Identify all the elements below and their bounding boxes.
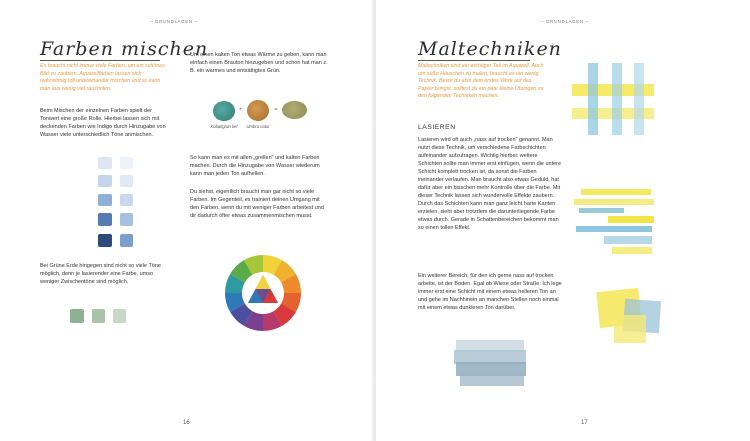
page-header-right: – GRUNDLAGEN – — [541, 19, 589, 24]
page-title-right: Maltechniken — [418, 38, 562, 60]
intro-right: Maltechniken sind ein wichtiger Teil im Aquarell. Auch um süße Häuschen zu malen, braucht es ein wenig Technik. Bevor du also dein erstes Werk auf das Papier bringst, solltest du ein paar kleine Übungen zu den folgenden Techniken machen. — [418, 63, 544, 100]
plus-sign: + — [239, 107, 243, 113]
umbra-blot — [247, 100, 269, 121]
color-wheel — [223, 253, 303, 333]
page-number-right: 17 — [581, 420, 588, 426]
indigo-swatch — [120, 157, 133, 169]
mixed-green-blot — [282, 101, 307, 119]
blue-stroke — [576, 226, 652, 232]
yellow-square — [614, 315, 646, 343]
kobaltgruen-blot — [213, 101, 235, 121]
indigo-swatch — [98, 175, 112, 187]
paragraph-weniger-farben: Du siehst, eigentlich braucht man gar nicht so viele Farben. Im Gegenteil, es trainiert deinen Umgang mit den Farben, wenn du mit weniger Farben arbeitest und dir dadurch öfter etwas zusammenmischen musst. — [190, 189, 324, 219]
indigo-swatch — [120, 194, 133, 206]
indigo-swatch — [120, 213, 133, 226]
paragraph-boden: Ein weiterer Bereich, für den ich gerne nass auf trocken arbeite, ist der Boden. Egal ob Wiese oder Straße: Ich lege immer erst eine Schicht mit einem etwas helleren Ton an und gehe im Nachhinein an manchen Stellen noch einmal mit einem etwas dunkleren Ton darüber. — [418, 273, 562, 311]
paragraph-tonwert: Beim Mischen der einzelnen Farben spielt der Tonwert eine große Rolle. Hierbei lassen sich mit deckenden Farben wie Indigo durch Hinzugabe von Wasser viele unterschiedlich Töne anmischen. — [40, 108, 166, 138]
indigo-swatch — [98, 157, 112, 169]
indigo-swatch — [98, 194, 112, 206]
green-earth-swatch — [92, 309, 105, 323]
indigo-swatch — [98, 213, 112, 226]
page-number-left: 16 — [183, 420, 190, 426]
blue-stroke — [604, 236, 652, 244]
blue-stroke — [579, 208, 624, 213]
page-title-left: Farben mischen — [40, 38, 209, 60]
yellow-stroke — [608, 216, 654, 223]
blue-stroke — [612, 63, 622, 135]
right-page — [376, 0, 750, 441]
intro-left: Es braucht nicht immer viele Farben, um ein schönes Bild zu zaubern. Aquarellfarben lassen sich wahnsinnig toll untereinander mischen und so kann man aus wenig viel rausholen. — [40, 63, 165, 92]
umbra-label: Umbra natur — [246, 124, 270, 129]
wash-stroke — [460, 374, 524, 386]
title-underline — [418, 60, 530, 61]
indigo-swatch — [120, 234, 133, 247]
paragraph-kalter-ton: Um einen kalten Ton etwas Wärme zu geben, kann man einfach einen Brauton hinzugeben und schon hat man z. B. ein warmes und entsättigtes Grün. — [190, 52, 328, 74]
title-underline — [40, 60, 160, 61]
indigo-swatch — [98, 234, 112, 247]
yellow-stroke — [574, 199, 654, 205]
yellow-stroke — [612, 247, 652, 254]
yellow-stroke — [581, 189, 651, 195]
kobaltgruen-label: Kobaltgrün tief — [210, 124, 238, 129]
green-earth-swatch — [70, 309, 84, 323]
green-earth-swatch — [113, 309, 126, 323]
paragraph-grelle-farben: So kann man es mit allen „grellen" und kalten Farben machen. Durch die Hinzugabe von Wasser wiederum kann man jeden Ton aufhellen. — [190, 155, 320, 177]
section-heading-lasieren: LASIEREN — [418, 124, 456, 131]
page-header-left: – GRUNDLAGEN – — [150, 19, 198, 24]
blue-stroke — [634, 63, 644, 135]
paragraph-gruene-erde: Bei Grüne Erde hingegen sind nicht so viele Töne möglich, denn je lasierender eine Farbe, umso weniger Zwischentöne sind möglich. — [40, 263, 161, 285]
left-page — [0, 0, 374, 441]
blue-stroke — [588, 63, 598, 135]
paragraph-lasieren: Lasieren wird oft auch „nass auf trocken" genannt. Man nutzt diese Technik, um verschiedene Farbschichten aufeinander aufzutragen. Wichtig hierbei: weitere Schichten sollte man immer erst einfügen, wenn die untere Schicht komplett trocken ist, da sonst die Farben ineinander verlaufen. Man braucht also etwas Geduld, hat dafür aber ein bisschen mehr Kontrolle über die Farbe. Mit dieser Technik lassen sich wundervolle Effekte zaubern. Durch das Schichten kann man ganz leicht harte Kanten erzielen, sieht aber trotzdem die darunterliegende Farbe etwas durch. Gerade in Schattenbereichen bekommt man so einen tollen Effekt. — [418, 137, 562, 231]
equals-sign: = — [274, 107, 278, 113]
indigo-swatch — [120, 175, 133, 187]
